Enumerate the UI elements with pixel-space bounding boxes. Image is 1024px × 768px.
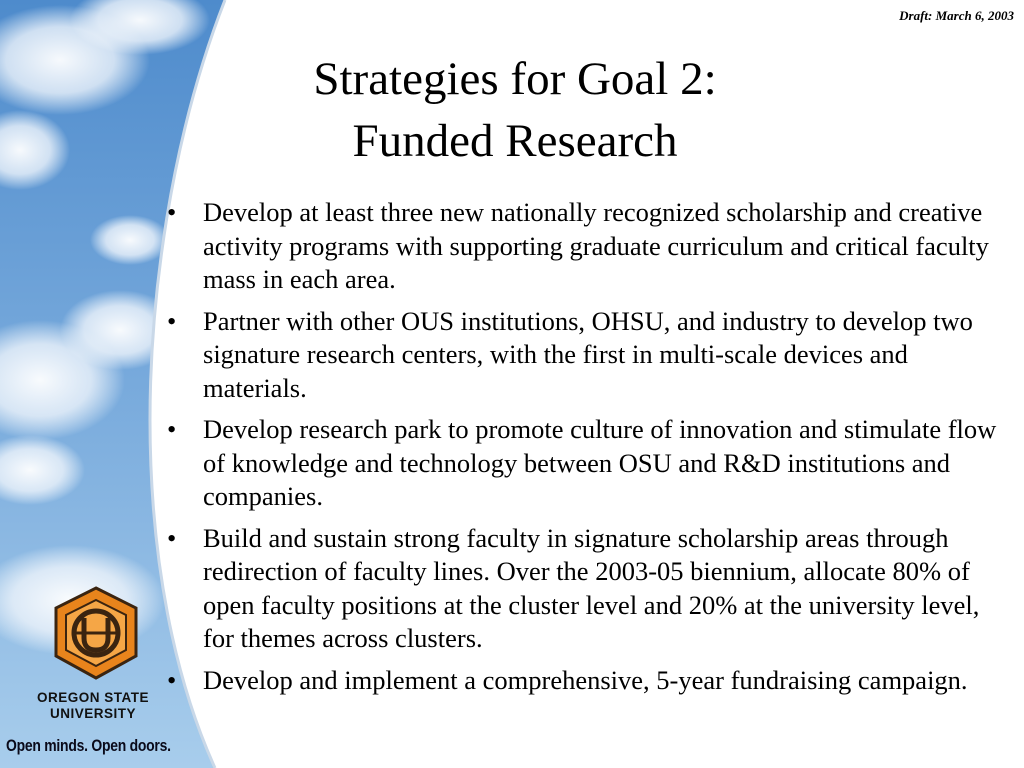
slide-title-line-1: Strategies for Goal 2: (313, 53, 717, 105)
bullet-item (165, 305, 1015, 406)
bullet-dot-icon: • (167, 197, 177, 227)
university-name-line-2: UNIVERSITY (49, 706, 136, 721)
bullet-item (165, 522, 1015, 656)
bullet-dot-icon: • (167, 305, 177, 336)
bullet-dot-icon: • (167, 414, 177, 444)
bullet-dot-icon: • (167, 664, 177, 695)
bullet-text: Develop at least three new nationally recognized scholarship and creative activity programs with supporting graduate curriculum and critical faculty mass in each area. (203, 197, 989, 294)
slide-title-line-2: Funded Research (352, 115, 678, 167)
osu-shield-icon (0, 580, 200, 690)
bullet-dot-icon: • (167, 522, 177, 553)
tagline: Open minds. Open doors. (6, 736, 171, 755)
bullet-item (165, 413, 1015, 514)
slide-title (220, 48, 810, 172)
university-name (8, 690, 178, 722)
bullet-text: Partner with other OUS institutions, OHSU, and industry to develop two signature research centers, with the first in multi-scale devices and materials. (203, 305, 973, 403)
bullet-item (165, 664, 1015, 698)
university-name-line-1: OREGON STATE (36, 690, 149, 705)
bullet-text: Develop and implement a comprehensive, 5-year fundraising campaign. (203, 664, 968, 695)
bullet-list (165, 196, 1015, 705)
bullet-item (165, 196, 1015, 297)
bullet-text: Develop research park to promote culture of innovation and stimulate flow of knowledge and technology between OSU and R&D institutions and companies. (203, 414, 997, 511)
draft-date-label: Draft: March 6, 2003 (899, 8, 1014, 23)
bullet-text: Build and sustain strong faculty in signature scholarship areas through redirection of faculty lines. Over the 2003-05 biennium, allocate 80% of open faculty positions at the cluster level and 20% at the university level, for themes across clusters. (203, 522, 980, 653)
